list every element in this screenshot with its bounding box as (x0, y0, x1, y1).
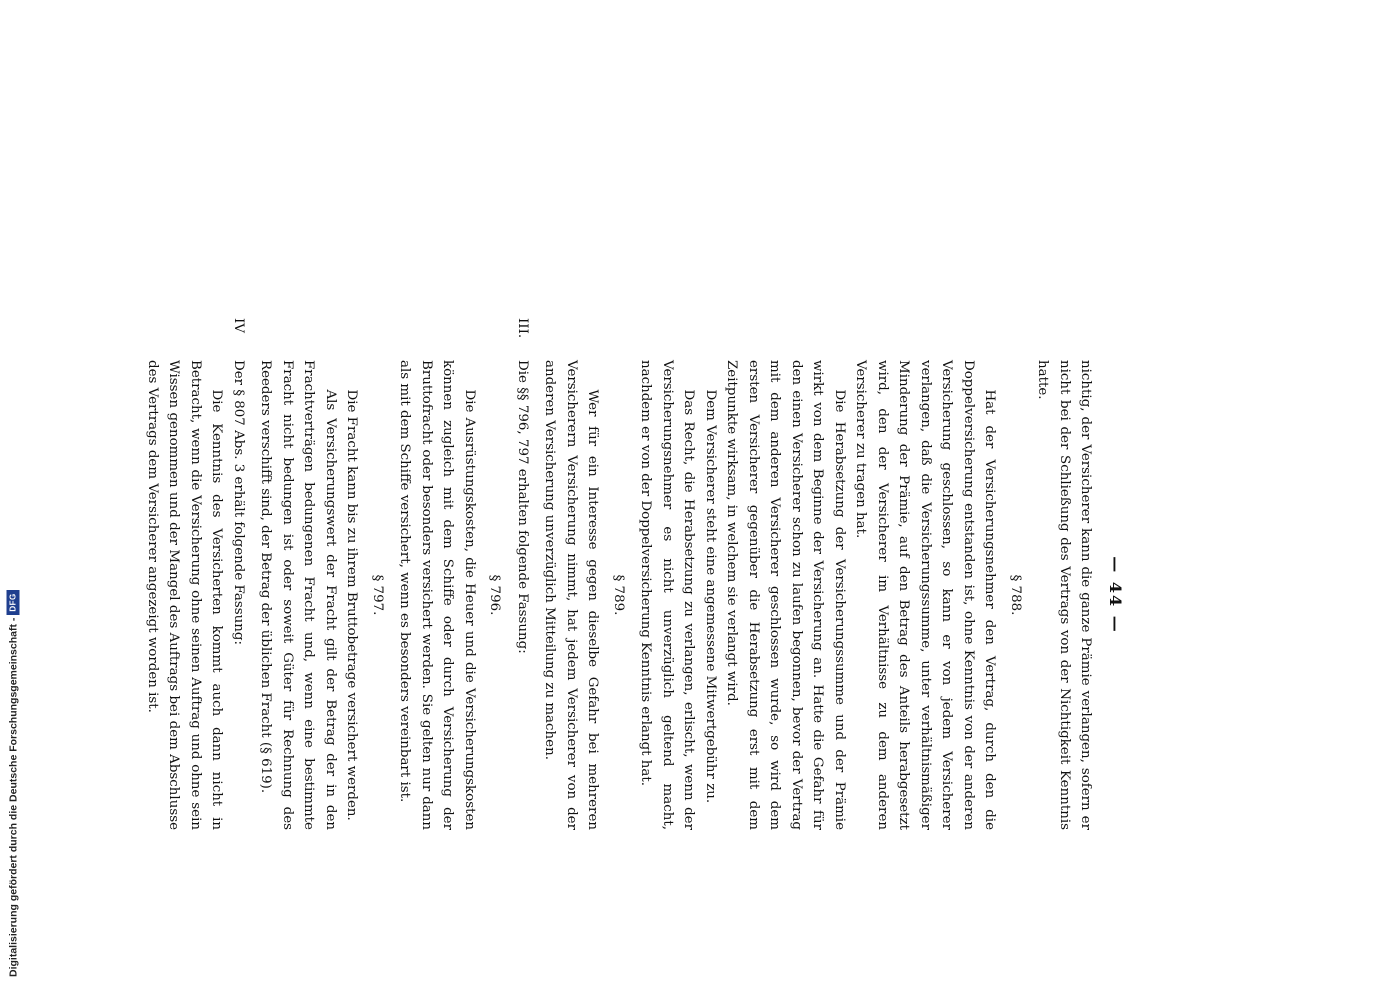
amendment-text: Der § 807 Abs. 3 erhält folgende Fassung: (231, 360, 246, 645)
digitization-note: Digitalisierung gefördert durch die Deutsche Forschungsgemeinschaft - (7, 617, 19, 977)
amendment-number: III. (515, 318, 530, 339)
paragraph: Wer für ein Interesse gegen dieselbe Gefahr bei mehreren Versicherern Versicherung nimmt, hat jedem Versicherer von der anderen Versicherung unverzüglich Mitteilung zu machen. (542, 360, 601, 830)
paragraph: nichtig, der Versicherer kann die ganze Prämie verlangen, sofern er nicht bei der Schließung des Vertrags von der Nichtigkeit Kenntnis hatte. (1035, 360, 1094, 830)
paragraph: Das Recht, die Herabsetzung zu verlangen, erlischt, wenn der Versicherungsnehmer es nicht unverzüglich geltend macht, nachdem er von der Doppelversicherung Kenntnis erlangt hat. (638, 360, 697, 830)
section-heading: § 788. (1008, 574, 1023, 616)
rotated-page-content (145, 150, 1216, 850)
dfg-logo-icon: DFG (7, 590, 20, 614)
paragraph: Die Ausrüstungskosten, die Heuer und die Versicherungskosten können zugleich mit dem Schiffe oder durch Versicherung der Bruttofracht oder besonders versichert werden. Sie gelten nur dann als mit dem Schiffe versichert, wenn es besonders vereinbart ist. (397, 360, 477, 830)
amendment-item (228, 318, 250, 830)
paragraph: Die Fracht kann bis zu ihrem Bruttobetrage versichert werden. (344, 389, 360, 821)
paragraph: Die Herabsetzung der Versicherungssumme und der Prämie wirkt von dem Beginne der Versicherung an. Hatte die Gefahr für den einen Versicherer schon zu laufen begonnen, bevor der Vertrag mit dem anderen Versicherer geschlossen wurde, so wird dem ersten Versicherer gegenüber die Herabsetzung erst mit dem Zeitpunkte wirksam, in welchem sie verlangt wird. (724, 360, 847, 830)
paragraph: Hat der Versicherungsnehmer den Vertrag, durch den die Doppelversicherung entstanden ist, ohne Kenntnis von der anderen Versicherung geschlossen, so kann er von jedem Versicherer verlangen, daß die Versicherungssumme, unter verhältnismäßiger Minderung der Prämie, auf den Betrag des Anteils herabgesetzt wird, den der Versicherer im Verhältnisse zu dem anderen Versicherer zu tragen hat. (853, 360, 998, 830)
text-blocks (142, 318, 1097, 830)
document-body (142, 318, 1127, 830)
paragraph: Dem Versicherer steht eine angemessene Mitwertgebühr zu. (703, 389, 718, 804)
amendment-number: IV (231, 318, 246, 333)
paragraph: Die Kenntnis des Versicherten kommt auch dann nicht in Betracht, wenn die Versicherung ohne seinen Auftrag und ohne sein Wissen genommen und der Mangel des Auftrags bei dem Abschlusse des Vertrags dem Versicherer angezeigt worden ist. (145, 360, 225, 830)
section-heading: § 796. (487, 574, 503, 616)
amendment-text: Die §§ 796, 797 erhalten folgende Fassung: (515, 360, 530, 654)
paragraph: Als Versicherungswert der Fracht gilt der Betrag der in den Frachtverträgen bedungenen Fracht und, wenn eine bestimmte Fracht nicht bedungen ist oder soweit Güter für Rechnung des Reeders verschifft sind, der Betrag der üblichen Fracht (§ 619). (258, 360, 338, 830)
section-heading: § 797. (370, 574, 385, 616)
digitization-stamp (2, 0, 24, 1000)
section-heading: § 789. (611, 574, 626, 616)
page-number: — 44 — (1106, 556, 1125, 634)
amendment-item (512, 318, 534, 830)
